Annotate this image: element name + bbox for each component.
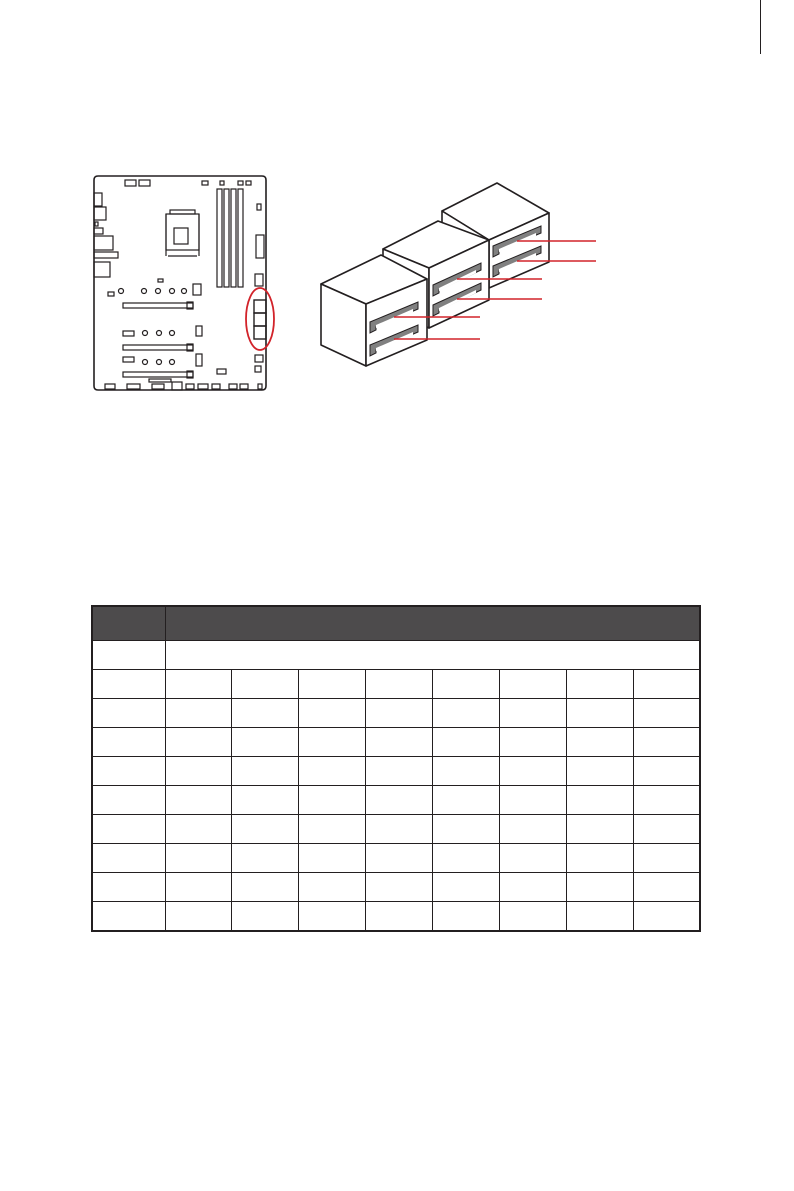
table-cell xyxy=(165,815,232,844)
table-cell xyxy=(633,844,700,873)
table-cell xyxy=(165,902,232,932)
table-cell xyxy=(499,699,566,728)
table-cell xyxy=(232,815,299,844)
table-row xyxy=(92,699,700,728)
table-cell xyxy=(433,757,500,786)
table-cell xyxy=(633,786,700,815)
table-cell xyxy=(433,844,500,873)
table-row xyxy=(92,873,700,902)
table-cell xyxy=(92,641,165,670)
table-cell xyxy=(232,728,299,757)
table-cell xyxy=(299,757,366,786)
table-cell xyxy=(566,815,633,844)
table-cell xyxy=(299,844,366,873)
table-cell xyxy=(433,728,500,757)
table-cell xyxy=(566,728,633,757)
table-row xyxy=(92,786,700,815)
table-row-label xyxy=(92,815,165,844)
table-cell xyxy=(299,699,366,728)
table-cell xyxy=(165,873,232,902)
table-cell xyxy=(165,844,232,873)
sata-highlight-circle xyxy=(246,288,274,350)
table-row xyxy=(92,641,700,670)
table-cell xyxy=(366,699,433,728)
table-cell xyxy=(165,728,232,757)
table-cell xyxy=(366,873,433,902)
table-cell xyxy=(165,786,232,815)
table-cell xyxy=(499,815,566,844)
table-header-cell xyxy=(165,606,700,641)
table-cell xyxy=(499,728,566,757)
table-cell xyxy=(566,873,633,902)
table-cell xyxy=(366,902,433,932)
table-row xyxy=(92,757,700,786)
table-cell xyxy=(299,815,366,844)
table-row-label xyxy=(92,873,165,902)
table-cell xyxy=(566,670,633,699)
table-cell xyxy=(366,786,433,815)
table-cell xyxy=(633,815,700,844)
table-row xyxy=(92,670,700,699)
table-row xyxy=(92,844,700,873)
table-cell xyxy=(366,844,433,873)
table-row xyxy=(92,728,700,757)
table-cell xyxy=(366,670,433,699)
table-cell xyxy=(633,728,700,757)
table-cell xyxy=(499,670,566,699)
table-cell xyxy=(299,670,366,699)
table-cell xyxy=(433,786,500,815)
table-row-label xyxy=(92,844,165,873)
configuration-table xyxy=(91,605,701,932)
table-cell xyxy=(433,902,500,932)
table-cell xyxy=(433,873,500,902)
table-cell xyxy=(232,844,299,873)
table-cell xyxy=(566,902,633,932)
table-cell xyxy=(165,757,232,786)
table-cell xyxy=(232,699,299,728)
table-cell xyxy=(232,902,299,932)
table-cell xyxy=(232,786,299,815)
table-header-cell xyxy=(92,606,165,641)
table-cell xyxy=(433,699,500,728)
table-row-label xyxy=(92,786,165,815)
table-row-label xyxy=(92,902,165,932)
table-cell xyxy=(633,670,700,699)
table-cell xyxy=(499,844,566,873)
table-cell xyxy=(633,757,700,786)
table-cell xyxy=(165,670,232,699)
table-cell xyxy=(366,815,433,844)
table-cell xyxy=(433,815,500,844)
table-cell xyxy=(566,786,633,815)
table-cell xyxy=(633,699,700,728)
table-row-label xyxy=(92,670,165,699)
table-row-label xyxy=(92,757,165,786)
table-cell xyxy=(299,873,366,902)
table-header-row xyxy=(92,606,700,641)
table-cell xyxy=(499,873,566,902)
table-row xyxy=(92,902,700,932)
table-cell xyxy=(433,670,500,699)
table-cell xyxy=(633,902,700,932)
table-row-label xyxy=(92,699,165,728)
table-cell xyxy=(232,757,299,786)
table-cell xyxy=(299,902,366,932)
table-cell xyxy=(165,699,232,728)
table-cell xyxy=(366,728,433,757)
table-cell xyxy=(566,844,633,873)
table-cell xyxy=(232,873,299,902)
table-cell xyxy=(499,902,566,932)
table-cell xyxy=(566,699,633,728)
table-row-label xyxy=(92,728,165,757)
table-cell xyxy=(232,670,299,699)
table-cell xyxy=(299,786,366,815)
table-cell xyxy=(165,641,700,670)
table-cell xyxy=(299,728,366,757)
table-cell xyxy=(633,873,700,902)
table-cell xyxy=(566,757,633,786)
motherboard-layout xyxy=(94,176,266,390)
table-cell xyxy=(366,757,433,786)
table-cell xyxy=(499,757,566,786)
table-cell xyxy=(499,786,566,815)
table-row xyxy=(92,815,700,844)
